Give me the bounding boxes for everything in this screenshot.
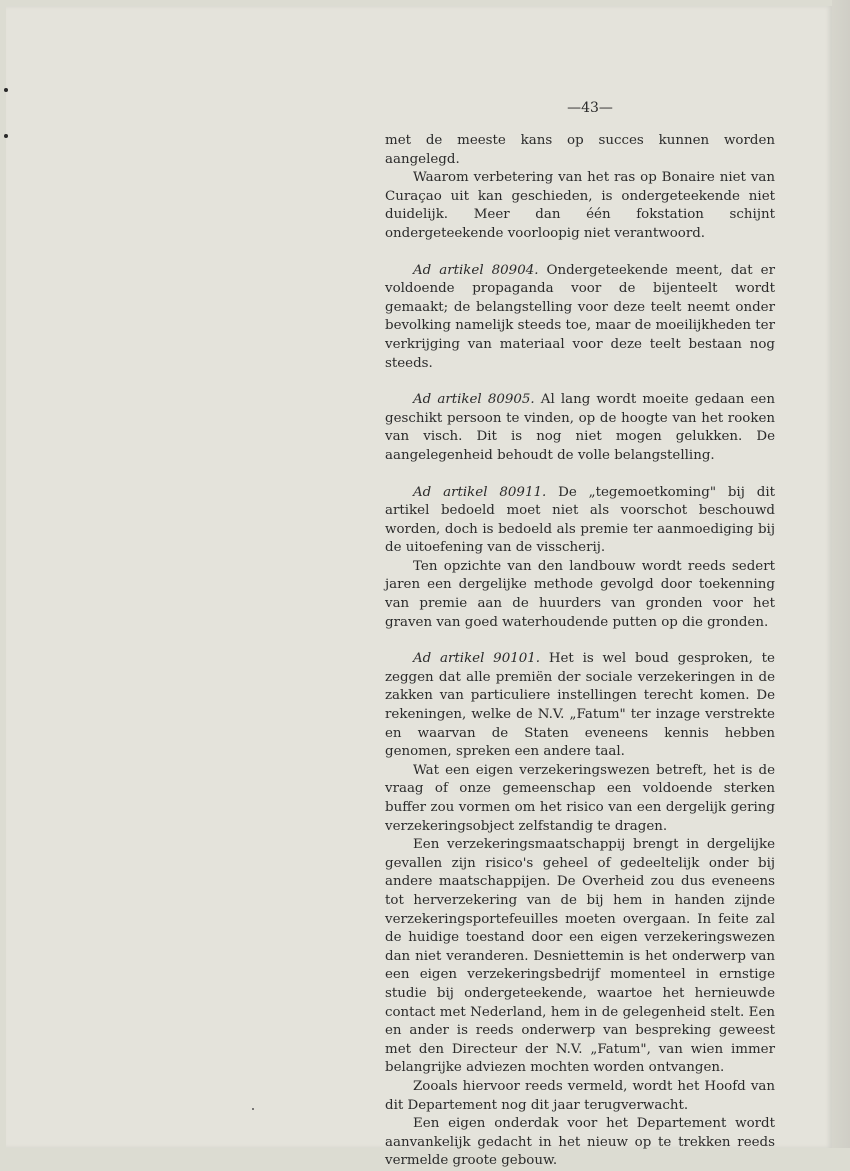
document-body bbox=[385, 132, 775, 1171]
stray-mark bbox=[252, 1108, 254, 1110]
page-edge bbox=[832, 0, 850, 1148]
article-label: Ad artikel 90101. bbox=[413, 651, 541, 667]
article-paragraph bbox=[385, 262, 775, 374]
punch-mark bbox=[4, 134, 8, 138]
article-text: De „tegemoetkoming" bij dit artikel bedoeld moet niet als voorschot beschouwd worden, doch is bedoeld als premie ter aanmoediging bij de uitoefening van de visscherij. bbox=[385, 484, 775, 556]
article-paragraph bbox=[385, 391, 775, 465]
paragraph: Wat een eigen verzekeringswezen betreft, het is de vraag of onze gemeenschap een voldoende sterken buffer zou vormen om het risico van een dergelijk gering verzekeringsobject zelfstandig te dragen. bbox=[385, 762, 775, 834]
article-label: Ad artikel 80904. bbox=[413, 262, 539, 278]
punch-mark bbox=[4, 88, 8, 92]
paragraph: met de meeste kans op succes kunnen worden aangelegd. bbox=[385, 133, 775, 167]
page-number: —43— bbox=[567, 100, 613, 116]
article-text: Ondergeteekende meent, dat er voldoende propaganda voor de bijenteelt wordt gemaakt; de belangstelling voor deze teelt neemt onder bevolking namelijk steeds toe, maar de moeilijkheden ter verkrijging van materiaal voor deze teelt bestaan nog steeds. bbox=[385, 262, 776, 371]
article-paragraph bbox=[385, 650, 775, 762]
article-text: Al lang wordt moeite gedaan een geschikt persoon te vinden, op de hoogte van het rooken van visch. Dit is nog niet mogen gelukken. De aangelegenheid behoudt de volle belangstelling. bbox=[385, 392, 775, 463]
article-paragraph bbox=[385, 484, 775, 558]
article-label: Ad artikel 80905. bbox=[413, 392, 535, 408]
paragraph: Ten opzichte van den landbouw wordt reeds sedert jaren een dergelijke methode gevolgd door toekenning van premie aan de huurders van gronden voor het graven van goed waterhoudende putten op die gronden. bbox=[385, 558, 775, 630]
article-text: Het is wel boud gesproken, te zeggen dat alle premiën der sociale verzekeringen in de zakken van particuliere instellingen terecht komen. De rekeningen, welke de N.V. „Fatum" ter inzage verstrekte en waarvan de Staten eveneens kennis hebben genomen, spreken een andere taal. bbox=[385, 651, 775, 760]
paragraph: Een eigen onderdak voor het Departement wordt aanvankelijk gedacht in het nieuw op te trekken reeds vermelde groote gebouw. bbox=[385, 1116, 775, 1169]
paragraph: Waarom verbetering van het ras op Bonaire niet van Curaçao uit kan geschieden, is ondergeteekende niet duidelijk. Meer dan één fokstation schijnt ondergeteekende voorloopig niet verantwoord. bbox=[385, 170, 775, 241]
article-label: Ad artikel 80911. bbox=[413, 484, 547, 500]
paragraph: Zooals hiervoor reeds vermeld, wordt het Hoofd van dit Departement nog dit jaar terugverwacht. bbox=[385, 1078, 775, 1113]
paragraph: Een verzekeringsmaatschappij brengt in dergelijke gevallen zijn risico's geheel of gedeeltelijk onder bij andere maatschappijen. De Overheid zou dus eveneens tot herverzekering van de bij hem in handen zijnde verzekeringsportefeuilles moeten overgaan. In feite zal de huidige toestand door een eigen verzekeringswezen dan niet veranderen. Desniettemin is het onderwerp van een eigen verzekeringsbedrijf momenteel in ernstige studie bij ondergeteekende, waartoe het hernieuwde contact met Nederland, hem in de gelegenheid stelt. Een en ander is reeds onderwerp van bespreking geweest met den Directeur der N.V. „Fatum", van wien immer belangrijke adviezen mochten worden ontvangen. bbox=[385, 837, 775, 1076]
